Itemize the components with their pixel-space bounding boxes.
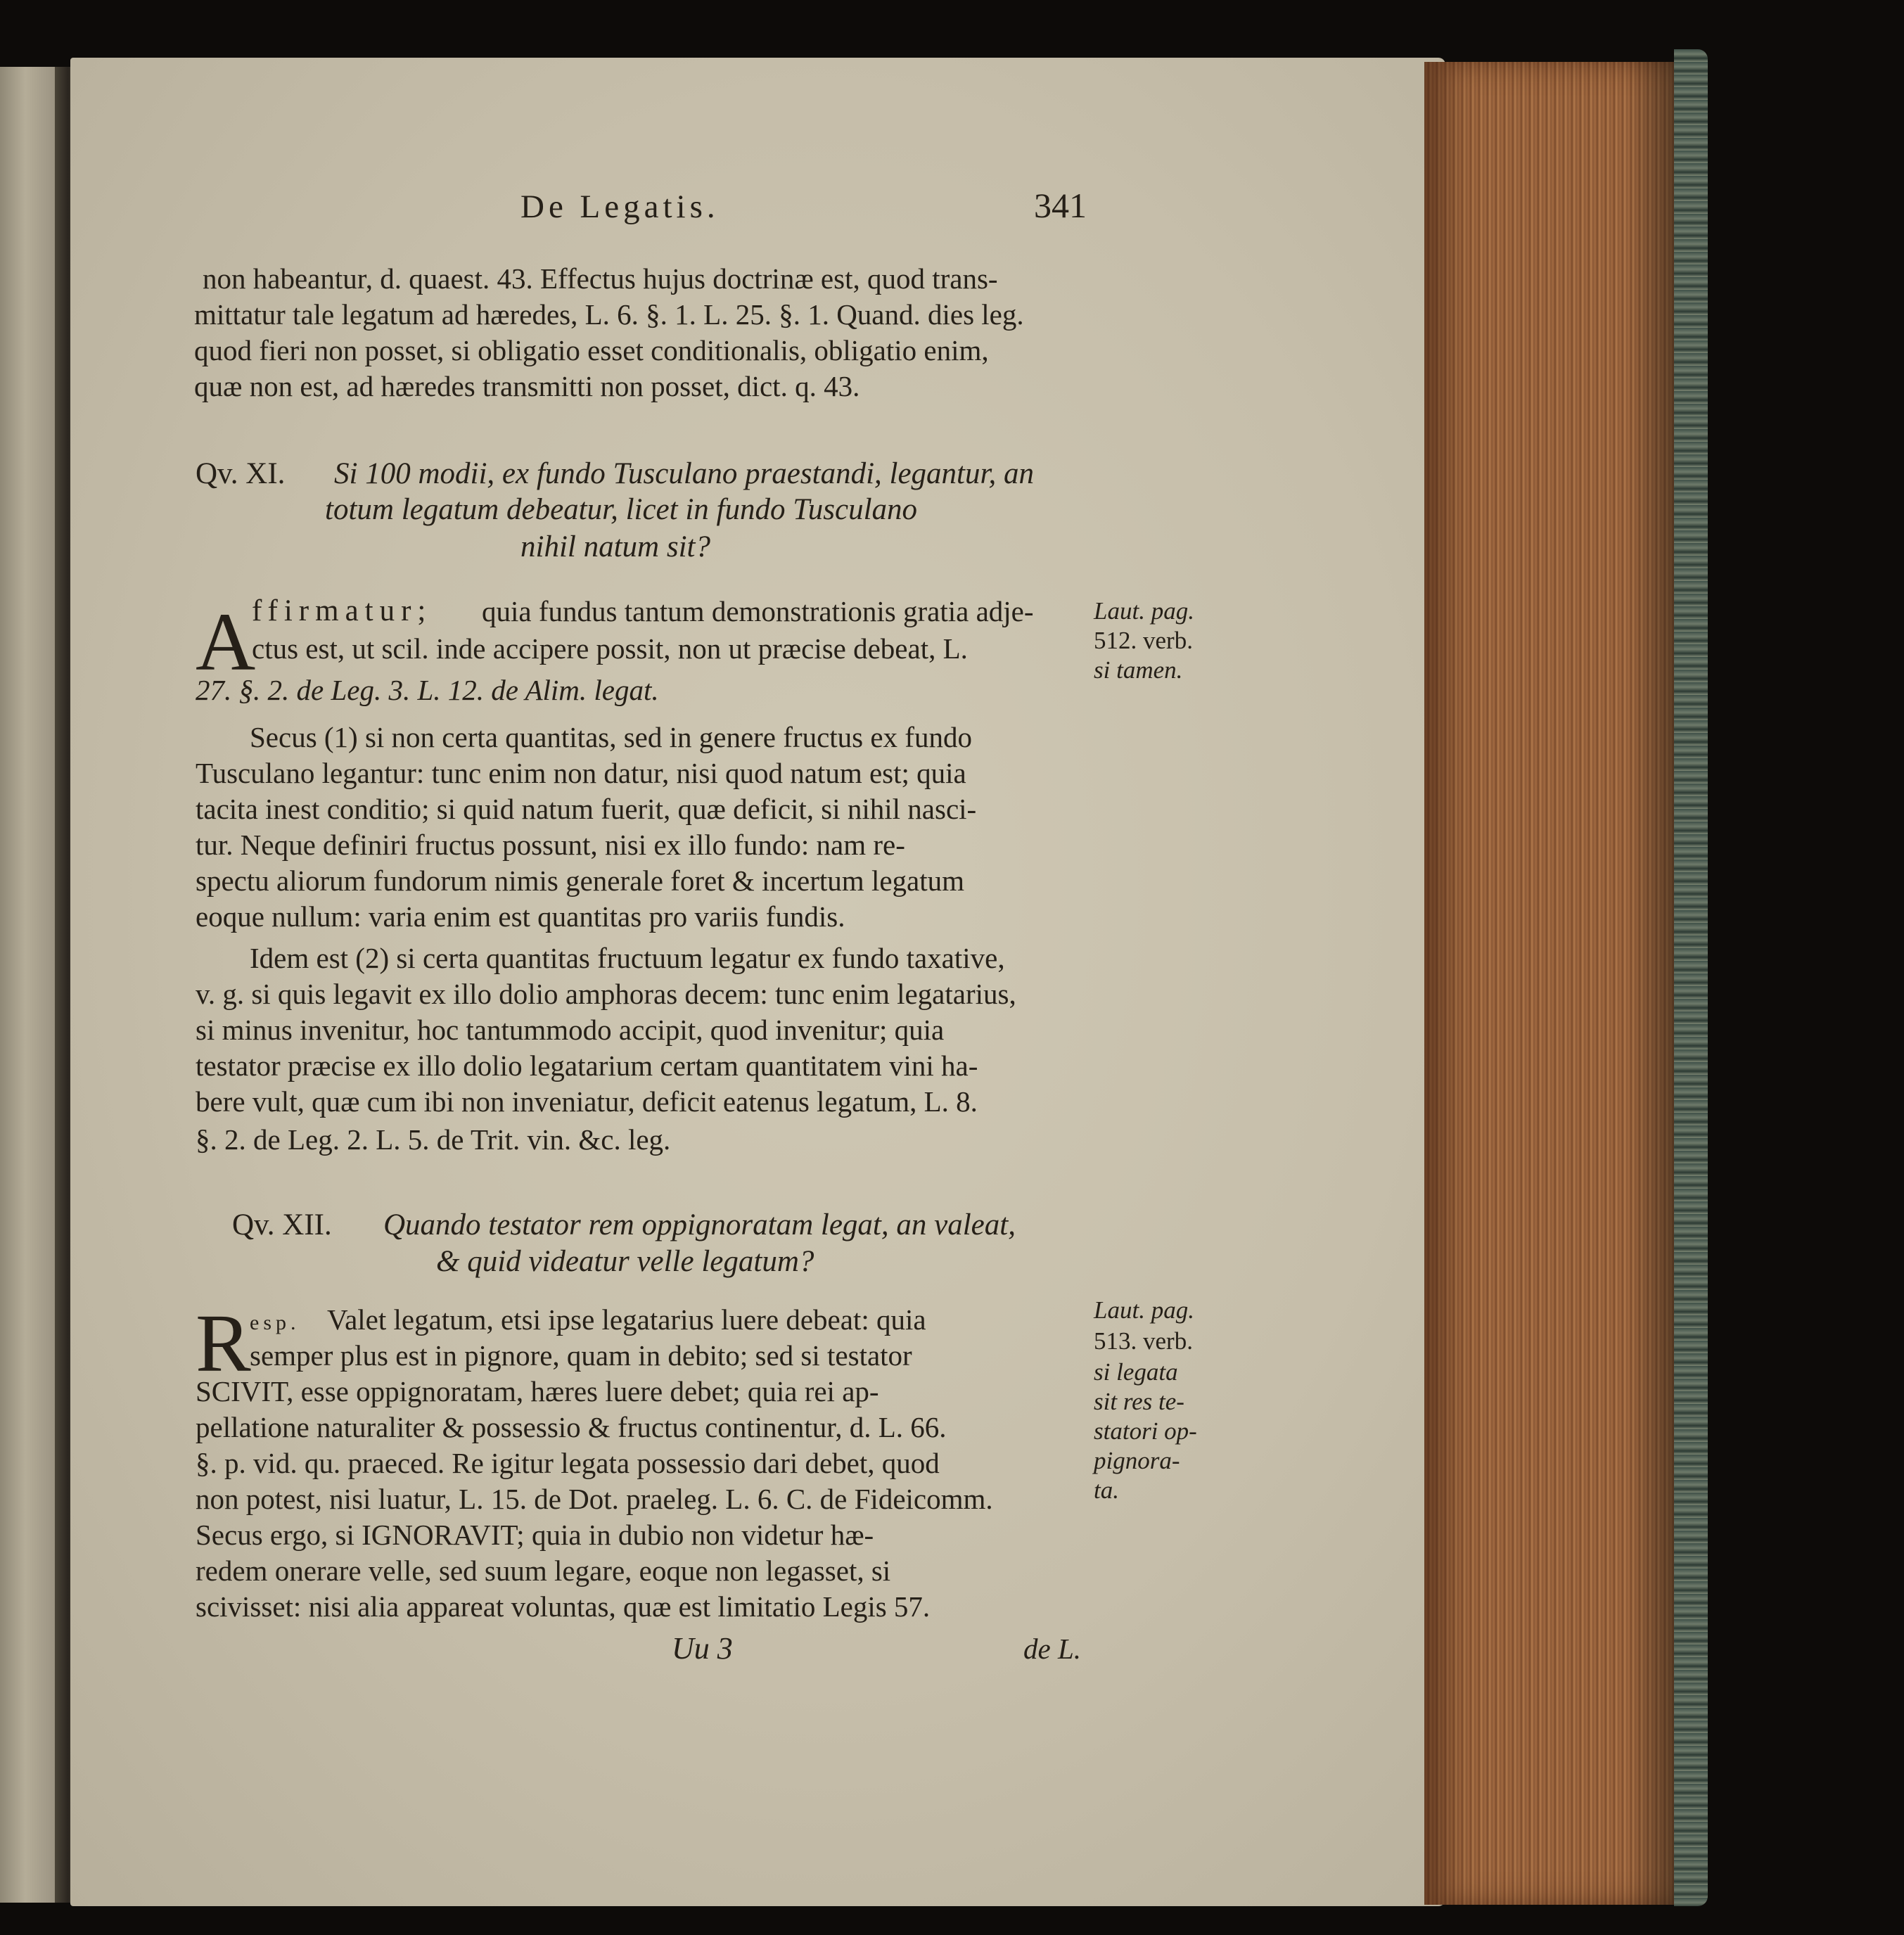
text-line: ctus est, ut scil. inde accipere possit, non ut præcise debeat, L.	[252, 632, 968, 665]
text-line: tur. Neque definiri fructus possunt, nisi ex illo fundo: nam re-	[196, 829, 905, 861]
question-label: Qv. XII.	[232, 1208, 332, 1241]
text-line: quia fundus tantum demonstrationis gratia adje-	[482, 595, 1034, 627]
text-line: non potest, nisi luatur, L. 15. de Dot. praeleg. L. 6. C. de Fideicomm.	[196, 1483, 993, 1515]
margin-note: sit res te-	[1094, 1388, 1184, 1415]
margin-note: 512. verb.	[1094, 627, 1193, 654]
previous-page-edge	[0, 67, 63, 1903]
text-line: si minus invenitur, hoc tantummodo accipit, quod invenitur; quia	[196, 1014, 945, 1046]
text-line: §. 2. de Leg. 2. L. 5. de Trit. vin. &c. leg.	[196, 1123, 671, 1156]
text-line: 27. §. 2. de Leg. 3. L. 12. de Alim. legat.	[196, 674, 659, 706]
margin-note: si legata	[1094, 1358, 1178, 1386]
text-line: Secus (1) si non certa quantitas, sed in genere fructus ex fundo	[250, 721, 972, 753]
margin-note: Laut. pag.	[1094, 1296, 1194, 1324]
margin-note: si tamen.	[1094, 656, 1183, 684]
drop-cap: A	[196, 596, 256, 688]
signature-mark: Uu 3	[672, 1631, 733, 1666]
catchword: de L.	[1023, 1633, 1081, 1665]
text-line: §. p. vid. qu. praeced. Re igitur legata possessio dari debet, quod	[196, 1447, 940, 1479]
text-line: mittatur tale legatum ad hæredes, L. 6. §. 1. L. 25. §. 1. Quand. dies leg.	[194, 298, 1024, 331]
question-text: Quando testator rem oppignoratam legat, an valeat,	[383, 1208, 1016, 1241]
page-fore-edge	[1424, 62, 1679, 1905]
text-line: v. g. si quis legavit ex illo dolio amphoras decem: tunc enim legatarius,	[196, 978, 1016, 1010]
first-word: esp.	[250, 1311, 300, 1334]
running-head-title: De Legatis.	[520, 189, 720, 225]
drop-cap: R	[196, 1297, 251, 1389]
text-line: tacita inest conditio; si quid natum fuerit, quæ deficit, si nihil nasci-	[196, 793, 977, 825]
question-text: Si 100 modii, ex fundo Tusculano praestandi, legantur, an	[334, 457, 1034, 490]
text-line: pellatione naturaliter & possessio & fructus continentur, d. L. 66.	[196, 1411, 947, 1443]
question-label: Qv. XI.	[196, 457, 286, 490]
text-line: redem onerare velle, sed suum legare, eoque non legasset, si	[196, 1554, 891, 1587]
text-line: Secus ergo, si IGNORAVIT; quia in dubio non videtur hæ-	[196, 1519, 874, 1551]
margin-note: Laut. pag.	[1094, 597, 1194, 625]
book-cover-edge	[1674, 49, 1708, 1906]
text-line: non habeantur, d. quaest. 43. Effectus hujus doctrinæ est, quod trans-	[203, 262, 998, 295]
text-line: testator præcise ex illo dolio legatarium certam quantitatem vini ha-	[196, 1049, 978, 1082]
question-text: & quid videatur velle legatum?	[436, 1245, 814, 1278]
text-line: semper plus est in pignore, quam in debito; sed si testator	[250, 1339, 912, 1372]
first-word: ffirmatur;	[252, 594, 433, 627]
question-text: nihil natum sit?	[520, 530, 710, 563]
text-line: scivisset: nisi alia appareat voluntas, quæ est limitatio Legis 57.	[196, 1590, 931, 1623]
text-line: Valet legatum, etsi ipse legatarius luere debeat: quia	[327, 1303, 926, 1336]
margin-note: pignora-	[1094, 1447, 1180, 1474]
text-line: eoque nullum: varia enim est quantitas pro variis fundis.	[196, 900, 845, 933]
margin-note: ta.	[1094, 1476, 1119, 1504]
text-line: SCIVIT, esse oppignoratam, hæres luere debet; quia rei ap-	[196, 1375, 879, 1407]
text-line: quod fieri non posset, si obligatio esset conditionalis, obligatio enim,	[194, 334, 989, 366]
text-line: spectu aliorum fundorum nimis generale foret & incertum legatum	[196, 864, 965, 897]
text-line: bere vult, quæ cum ibi non inveniatur, deficit eatenus legatum, L. 8.	[196, 1085, 978, 1118]
page-number: 341	[1034, 186, 1087, 225]
margin-note: statori op-	[1094, 1417, 1197, 1445]
question-text: totum legatum debeatur, licet in fundo Tusculano	[325, 493, 918, 526]
margin-note: 513. verb.	[1094, 1327, 1193, 1355]
text-line: quæ non est, ad hæredes transmitti non posset, dict. q. 43.	[194, 370, 860, 402]
text-line: Tusculano legantur: tunc enim non datur, nisi quod natum est; quia	[196, 757, 966, 789]
text-line: Idem est (2) si certa quantitas fructuum legatur ex fundo taxative,	[250, 942, 1005, 974]
